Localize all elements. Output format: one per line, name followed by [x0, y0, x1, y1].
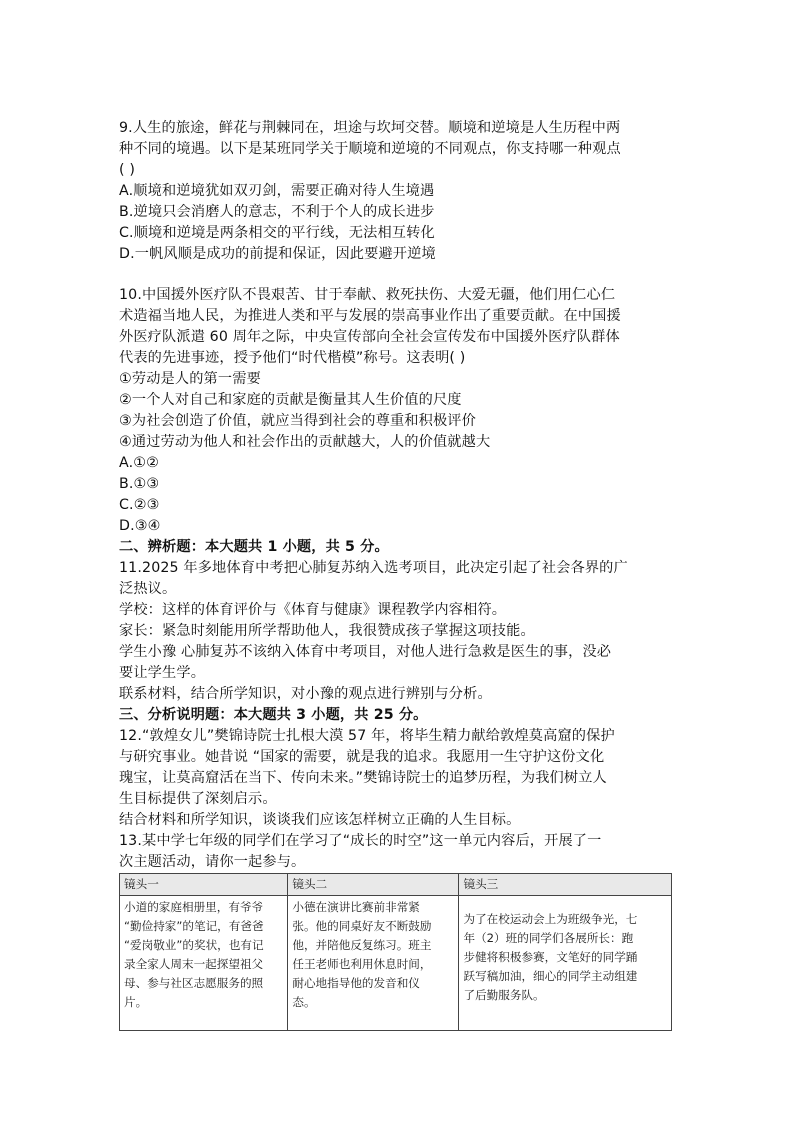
scene-3-text: 跃写稿加油，细心的同学主动组建: [463, 969, 638, 983]
q12-line-2: 与研究事业。她昔说 “国家的需要，就是我的追求。我愿用一生守护这份文化: [119, 749, 605, 765]
q12-line-3: 瑰宝，让莫高窟活在当下、传向未来。”樊锦诗院士的追梦历程，为我们树立人: [119, 770, 607, 786]
q9-option-d: D.一帆风顺是成功的前提和保证，因此要避开逆境: [119, 246, 436, 262]
scene-2-header: 镜头二: [288, 874, 459, 896]
q12-task: 结合材料和所学知识，谈谈我们应该怎样树立正确的人生目标。: [119, 812, 521, 828]
scene-2-text: 态。: [292, 995, 316, 1009]
q10-option-a: A.①②: [119, 455, 160, 471]
q11-parent-view: 家长：紧急时刻能用所学帮助他人，我很赞成孩子掌握这项技能。: [119, 623, 535, 639]
scene-2-text: 张。他的同桌好友不断鼓励: [292, 919, 432, 933]
q13-line-1: 13.某中学七年级的同学们在学习了“成长的时空”这一单元内容后，开展了一: [119, 833, 602, 849]
scene-1-text: 小道的家庭相册里，有爷爷: [124, 900, 264, 914]
scene-3-text: 了后勤服务队。: [463, 988, 545, 1002]
scene-1-header: 镜头一: [120, 874, 288, 896]
q13-line-2: 次主题活动，请你一起参与。: [119, 854, 306, 870]
q10-stem-line-3: 外医疗队派遣 60 周年之际，中央宣传部向全社会宣传发布中国援外医疗队群体: [119, 329, 620, 345]
q11-task: 联系材料，结合所学知识，对小豫的观点进行辨别与分析。: [119, 686, 492, 702]
q10-option-d: D.③④: [119, 518, 161, 534]
q11-school-view: 学校：这样的体育评价与《体育与健康》课程教学内容相符。: [119, 602, 507, 618]
q10-statement-2: ②一个人对自己和家庭的贡献是衡量其人生价值的尺度: [119, 392, 462, 408]
q11-student-view-1: 学生小豫 心肺复苏不该纳入体育中考项目，对他人进行急救是医生的事，没必: [119, 644, 612, 660]
q10-statement-4: ④通过劳动为他人和社会作出的贡献越大，人的价值就越大: [119, 434, 491, 450]
q9-stem-line-2: 种不同的境遇。以下是某班同学关于顺境和逆境的不同观点，你支持哪一种观点: [119, 141, 621, 157]
q9-option-a: A.顺境和逆境犹如双刃剑，需要正确对待人生境遇: [119, 183, 435, 199]
scene-2-text: 小德在演讲比赛前非常紧: [292, 900, 420, 914]
q10-stem-line-4: 代表的先进事迹，授予他们“时代楷模”称号。这表明( ): [119, 350, 466, 366]
q10-statement-1: ①劳动是人的第一需要: [119, 371, 261, 387]
scene-1-text: “爱岗敬业”的奖状，也有记: [124, 938, 264, 952]
scene-3-cell: [459, 896, 672, 1031]
section-3-heading: 三、分析说明题：本大题共 3 小题，共 25 分。: [119, 707, 428, 723]
scene-2-cell: [288, 896, 459, 1031]
q9-answer-paren: ( ): [119, 162, 136, 178]
q12-line-1: 12.“敦煌女儿”樊锦诗院士扎根大漠 57 年，将毕生精力献给敦煌莫高窟的保护: [119, 728, 615, 744]
scene-1-text: “勤俭持家”的笔记，有爸爸: [124, 919, 264, 933]
q10-stem-line-2: 术造福当地人民，为推进人类和平与发展的崇高事业作出了重要贡献。在中国援: [119, 308, 621, 324]
q11-line-1: 11.2025 年多地体育中考把心肺复苏纳入选考项目，此决定引起了社会各界的广: [119, 560, 628, 576]
q10-option-b: B.①③: [119, 476, 160, 492]
q9-stem-line-1: 9.人生的旅途，鲜花与荆棘同在，坦途与坎坷交替。顺境和逆境是人生历程中两: [119, 120, 621, 136]
scene-1-text: 录全家人周末一起探望祖父: [124, 957, 264, 971]
q11-line-2: 泛热议。: [119, 581, 177, 597]
q12-line-4: 生目标提供了深刻启示。: [119, 791, 277, 807]
scene-3-text: 步健将积极参赛，文笔好的同学踊: [463, 950, 638, 964]
q11-student-view-2: 要让学生学。: [119, 665, 206, 681]
scene-3-header: 镜头三: [459, 874, 672, 896]
q9-option-c: C.顺境和逆境是两条相交的平行线，无法相互转化: [119, 225, 435, 241]
q10-statement-3: ③为社会创造了价值，就应当得到社会的尊重和积极评价: [119, 413, 476, 429]
scene-table: [119, 873, 672, 1031]
scene-table-body-row: [120, 896, 672, 1031]
scene-2-text: 他，并陪他反复练习。班主: [292, 938, 432, 952]
q10-option-c: C.②③: [119, 497, 160, 513]
scene-1-text: 片。: [124, 995, 148, 1009]
scene-1-text: 母、参与社区志愿服务的照: [124, 976, 264, 990]
scene-1-cell: [120, 896, 288, 1031]
scene-3-text: 为了在校运动会上为班级争光，七: [463, 912, 638, 926]
section-2-heading: 二、辨析题：本大题共 1 小题，共 5 分。: [119, 539, 389, 555]
scene-3-text: 年（2）班的同学们各展所长：跑: [463, 931, 634, 945]
q9-option-b: B.逆境只会消磨人的意志，不利于个人的成长进步: [119, 204, 435, 220]
q10-stem-line-1: 10.中国援外医疗队不畏艰苦、甘于奉献、救死扶伤、大爱无疆，他们用仁心仁: [119, 287, 616, 303]
scene-table-header-row: [120, 874, 672, 896]
scene-2-text: 耐心地指导他的发音和仪: [292, 976, 420, 990]
scene-2-text: 任王老师也利用休息时间，: [292, 957, 432, 971]
